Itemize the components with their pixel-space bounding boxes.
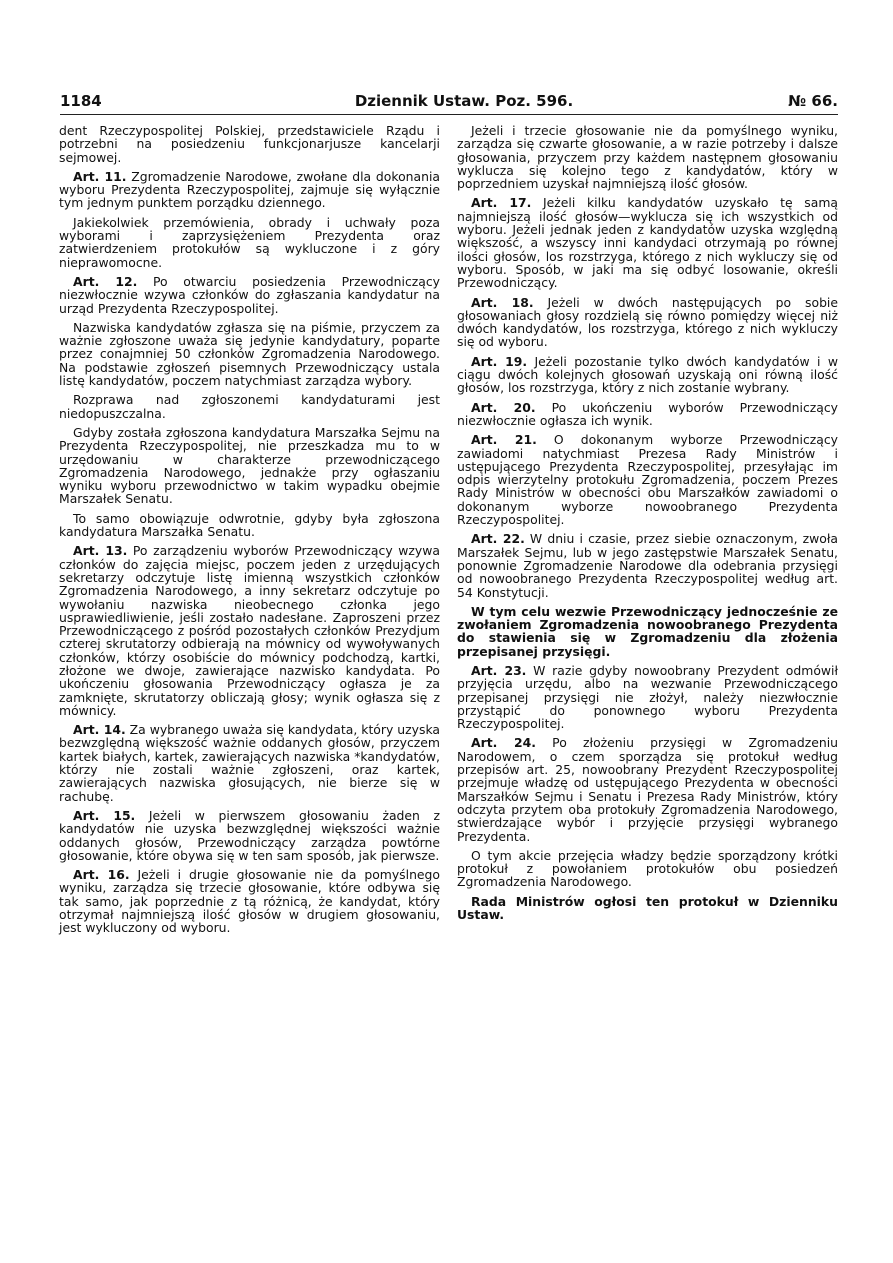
article-text: Po złożeniu przysięgi w Zgromadzeniu Narodowem, o czem sporządza się protokuł według przepisów art. 25, nowoobrany Prezydent Rzeczypospolitej przejmuje władzę od ustępującego Prezydenta w obecności Marszałków Sejmu i Senatu i Prezesa Rady Ministrów, który odczyta przytem oba protokuły Zgromadzenia Narodowego, stwierdzające wybór i przyjęcie przysięgi wybranego Prezydenta.: [457, 735, 839, 844]
paragraph: To samo obowiązuje odwrotnie, gdyby była zgłoszona kandydatura Marszałka Senatu.: [59, 510, 440, 540]
article-heading: Art. 20.: [471, 399, 536, 415]
article-text: Jeżeli w dwóch następujących po sobie głosowaniach głosy rozdzielą się równo pomiędzy więcej niż dwóch kandydatów, los rozstrzyga, którego z nich wykluczy się od wyboru.: [457, 294, 838, 350]
article-13: [59, 544, 440, 717]
article-23: [457, 664, 838, 730]
article-22: [457, 532, 838, 598]
article-19: [457, 355, 838, 395]
article-heading: Art. 15.: [73, 807, 136, 823]
article-heading: Art. 24.: [471, 735, 536, 751]
article-heading: Art. 17.: [471, 195, 532, 211]
page-header: [60, 92, 838, 114]
paragraph: O tym akcie przejęcia władzy będzie sporządzony krótki protokuł z powołaniem protokułów obu posiedzeń Zgromadzenia Narodowego.: [457, 847, 838, 890]
paragraph: W tym celu wezwie Przewodniczący jednocześnie ze zwołaniem Zgromadzenia nowoobranego Prezydenta do stawienia się w Zgromadzeniu dla złożenia przepisanej przysięgi.: [457, 603, 838, 659]
paragraph: Jakiekolwiek przemówienia, obrady i uchwały poza wyborami i zaprzysiężeniem Prezydenta oraz zatwierdzeniem protokułów są wykluczone i z góry nieprawomocne.: [59, 214, 440, 270]
article-text: Po otwarciu posiedzenia Przewodniczący niezwłocznie wzywa członków do zgłaszania kandydatur na urząd Prezydenta Rzeczypospolitej.: [59, 273, 441, 316]
article-text: Jeżeli pozostanie tylko dwóch kandydatów i w ciągu dwóch kolejnych głosowań uzyskają oni równą ilość głosów, los rozstrzyga, który z nich zostanie wybrany.: [457, 353, 839, 396]
article-text: Jeżeli i drugie głosowanie nie da pomyślnego wyniku, zarządza się trzecie głosowanie, które odbywa się tak samo, jak poprzednie z tą różnicą, że kandydat, który otrzymał najmniejszą ilość głosów w drugiem głosowaniu, jest wykluczony od wyboru.: [59, 867, 441, 936]
article-18: [457, 296, 838, 349]
paragraph: Jeżeli i trzecie głosowanie nie da pomyślnego wyniku, zarządza się czwarte głosowanie, a w razie potrzeby i dalsze głosowania, przyczem przy każdem następnem głosowaniu wyklucza się kolejno tego z kandydatów, który w poprzedniem uzyskał najmniejszą ilość głosów.: [457, 123, 838, 192]
paragraph: Nazwiska kandydatów zgłasza się na piśmie, przyczem za ważnie zgłoszone uważa się jedynie kandydatury, poparte przez conajmniej 50 członków Zgromadzenia Narodowego. Na podstawie zgłoszeń pisemnych Przewodniczący ustala listę kandydatów, poczem natychmiast zarządza wybory.: [59, 319, 440, 389]
article-heading: Art. 18.: [471, 294, 534, 310]
article-text: Po zarządzeniu wyborów Przewodniczący wzywa członków do zajęcia miejsc, poczem jeden z urzędujących sekretarzy odczytuje listę imienną wszystkich członków Zgromadzenia Narodowego, a inny sekretarz odczytuje po wywołaniu nazwiska nieobecnego członka jego usprawiedliwienie, jeśli zostało nadesłane. Zaproszeni przez Przewodniczącego z pośród pozostałych członków Prezydjum czterej skrutatorzy odbierają na mównicy od wywoływanych członków, którzy osobiście do mównicy podchodzą, kartki, złożone we dwoje, zawierające nazwisko kandydata. Po ukończeniu głosowania Przewodniczący ogłasza je za zamknięte, skrutatorzy obliczają głosy; wynik ogłasza się z mównicy.: [59, 543, 440, 718]
article-16: [59, 868, 440, 934]
article-heading: Art. 16.: [73, 867, 130, 883]
article-heading: Art. 11.: [73, 168, 127, 184]
article-text: Zgromadzenie Narodowe, zwołane dla dokonania wyboru Prezydenta Rzeczypospolitej, zajmuje się wyłącznie tym jednym punktem porządku dziennego.: [59, 168, 441, 211]
article-text: Po ukończeniu wyborów Przewodniczący niezwłocznie ogłasza ich wynik.: [457, 399, 838, 428]
left-column: [59, 124, 440, 941]
issue-number: № 66.: [788, 92, 838, 110]
paragraph: Rada Ministrów ogłosi ten protokuł w Dzienniku Ustaw.: [457, 893, 838, 923]
article-heading: Art. 14.: [73, 722, 126, 738]
article-heading: Art. 23.: [471, 662, 527, 678]
right-column: [457, 124, 838, 927]
article-15: [59, 809, 440, 862]
article-12: [59, 275, 440, 315]
paragraph: Gdyby została zgłoszona kandydatura Marszałka Sejmu na Prezydenta Rzeczypospolitej, nie przeszkadza mu to w urzędowaniu w charakterze przewodniczącego Zgromadzenia Narodowego, jednakże przy ogłaszaniu wyniku wyboru przewodnictwo w takim wypadku obejmie Marszałek Senatu.: [59, 424, 440, 507]
article-17: [457, 196, 838, 289]
article-text: Jeżeli w pierwszem głosowaniu żaden z kandydatów nie uzyska bezwzględnej większości ważnie oddanych głosów, Przewodniczący zarządza powtórne głosowanie, które obywa się w ten sam sposób, jak pierwsze.: [59, 807, 441, 863]
article-text: W razie gdyby nowoobrany Prezydent odmówił przyjęcia urzędu, albo na wezwanie Przewodniczącego przepisanej przysięgi nie złożył, należy niezwłocznie przystąpić do ponownego wyboru Prezydenta Rzeczypospolitej.: [457, 662, 838, 732]
article-heading: Art. 22.: [471, 531, 525, 547]
article-text: Za wybranego uważa się kandydata, który uzyska bezwzględną większość ważnie oddanych głosów, przyczem kartek białych, kartek, zawierających nazwiska *kandydatów, którzy nie zostali ważnie zgłoszeni, oraz kartek, zawierających nazwiska głosujących, nie bierze się w rachubę.: [59, 722, 441, 804]
article-text: O dokonanym wyborze Przewodniczący zawiadomi natychmiast Prezesa Rady Ministrów i ustępującego Prezydenta Rzeczypospolitej, przesyłając im odpis wierzytelny protokułu Zgromadzenia, poczem Prezes Rady Ministrów w obecności obu Marszałków zawiadomi o dokonanym wyborze nowoobranego Prezydenta Rzeczypospolitej.: [457, 432, 839, 528]
article-text: W dniu i czasie, przez siebie oznaczonym, zwoła Marszałek Sejmu, lub w jego zastępstwie Marszałek Senatu, ponownie Zgromadzenie Narodowe dla odebrania przysięgi od nowoobranego Prezydenta Rzeczypospolitej według art. 54 Konstytucji.: [457, 531, 838, 600]
paragraph: dent Rzeczypospolitej Polskiej, przedstawiciele Rządu i potrzebni na posiedzeniu funkcjonarjusze kancelarji sejmowej.: [59, 123, 440, 165]
paragraph: Rozprawa nad zgłoszonemi kandydaturami jest niedopuszczalna.: [59, 392, 440, 421]
page-number: 1184: [60, 92, 102, 110]
header-rule: [60, 114, 838, 115]
journal-title: Dziennik Ustaw. Poz. 596.: [354, 92, 574, 110]
article-heading: Art. 19.: [471, 353, 528, 369]
article-20: [457, 401, 838, 428]
article-14: [59, 723, 440, 803]
article-heading: Art. 13.: [73, 543, 128, 559]
article-heading: Art. 21.: [471, 432, 537, 448]
article-heading: Art. 12.: [73, 273, 138, 289]
article-24: [457, 736, 838, 842]
article-11: [59, 170, 440, 210]
article-21: [457, 433, 838, 526]
article-text: Jeżeli kilku kandydatów uzyskało tę samą najmniejszą ilość głosów—wyklucza się ich wszystkich od wyboru. Jeżeli jednak jeden z kandydatów uzyska względną większość, a wszyscy inni kandydaci otrzymają po równej ilości głosów, los rozstrzyga, którego z nich wykluczy się od wyboru. Sposób, w jaki ma się odbyć losowanie, określi Przewodniczący.: [457, 195, 838, 291]
